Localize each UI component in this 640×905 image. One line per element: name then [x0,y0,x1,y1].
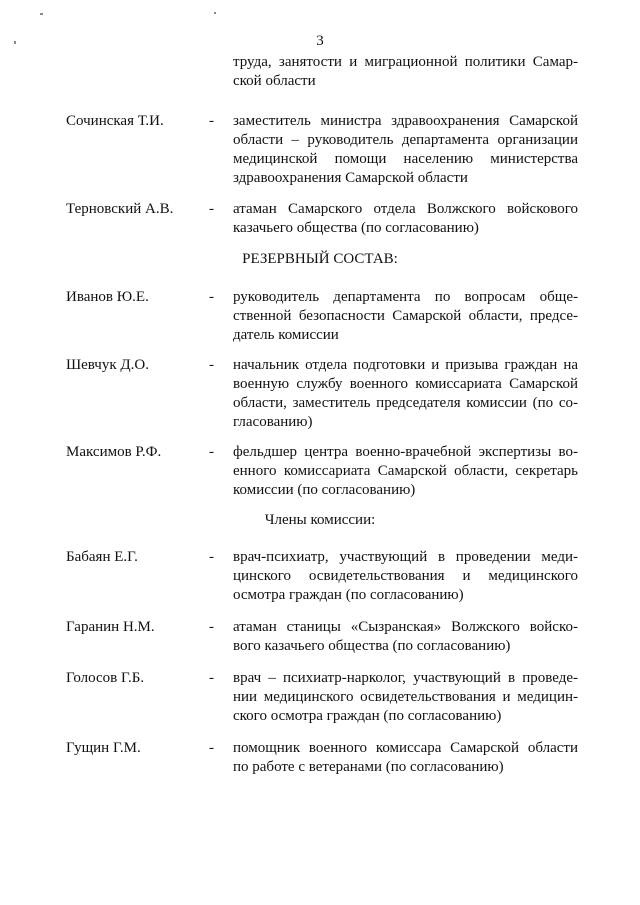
entry-dash: - [209,549,214,565]
entry-dash: - [209,444,214,460]
member-name: Бабаян Е.Г. [66,549,138,565]
members-heading: Члены комиссии: [264,512,376,528]
description-line: военную службу военного комиссариата Самарской [233,376,578,392]
reserve-heading: РЕЗЕРВНЫЙ СОСТАВ: [242,251,398,267]
member-name: Терновский А.В. [66,201,174,217]
description-line: фельдшер центра военно-врачебной экспертизы во- [233,444,578,460]
description-line: области – руководитель департамента организации [233,132,578,148]
description-line: казачьего общества (по согласованию) [233,220,479,236]
description-line: врач-психиатр, участвующий в проведении меди- [233,549,578,565]
description-line: помощник военного комиссара Самарской области [233,740,578,756]
entry-dash: - [209,289,214,305]
description-line: датель комиссии [233,327,339,343]
description-line: начальник отдела подготовки и призыва граждан на [233,357,578,373]
member-description [233,288,578,345]
description-line: руководитель департамента по вопросам обще- [233,289,578,305]
description-line: труда, занятости и миграционной политики Самар- [233,54,578,70]
entry-dash: - [209,113,214,129]
member-name: Шевчук Д.О. [66,357,149,373]
entry-dash: - [209,670,214,686]
member-description [233,618,578,656]
description-line: ственной безопасности Самарской области, предсе- [233,308,578,324]
description-line: гласованию) [233,414,313,430]
continuation-description [233,53,578,91]
member-description [233,739,578,777]
description-line: области, заместитель председателя комиссии (по со- [233,395,578,411]
description-line: здравоохранения Самарской области [233,170,468,186]
scan-speck [214,12,216,14]
description-line: медицинской помощи населению министерства [233,151,578,167]
description-line: нии медицинского освидетельствования и медицин- [233,689,578,705]
description-line: комиссии (по согласованию) [233,482,416,498]
description-line: ской области [233,73,316,89]
description-line: цинского освидетельствования и медицинского [233,568,578,584]
member-name: Максимов Р.Ф. [66,444,162,460]
member-name: Голосов Г.Б. [66,670,145,686]
description-line: атаман станицы «Сызранская» Волжского войско- [233,619,578,635]
page-number: 3 [316,33,324,49]
member-description [233,356,578,432]
member-description [233,669,578,726]
description-line: енного комиссариата Самарской области, секретарь [233,463,578,479]
member-name: Гущин Г.М. [66,740,141,756]
member-description [233,443,578,500]
member-name: Сочинская Т.И. [66,113,164,129]
entry-dash: - [209,357,214,373]
entry-dash: - [209,201,214,217]
description-line: по работе с ветеранами (по согласованию) [233,759,504,775]
member-name: Иванов Ю.Е. [66,289,149,305]
member-description [233,200,578,238]
member-description [233,548,578,605]
member-name: Гаранин Н.М. [66,619,155,635]
entry-dash: - [209,619,214,635]
member-description [233,112,578,188]
description-line: осмотра граждан (по согласованию) [233,587,464,603]
description-line: врач – психиатр-нарколог, участвующий в проведе- [233,670,578,686]
entry-dash: - [209,740,214,756]
description-line: заместитель министра здравоохранения Самарской [233,113,578,129]
description-line: ского осмотра граждан (по согласованию) [233,708,502,724]
description-line: вого казачьего общества (по согласованию) [233,638,511,654]
scan-speck [40,13,43,15]
description-line: атаман Самарского отдела Волжского войскового [233,201,578,217]
